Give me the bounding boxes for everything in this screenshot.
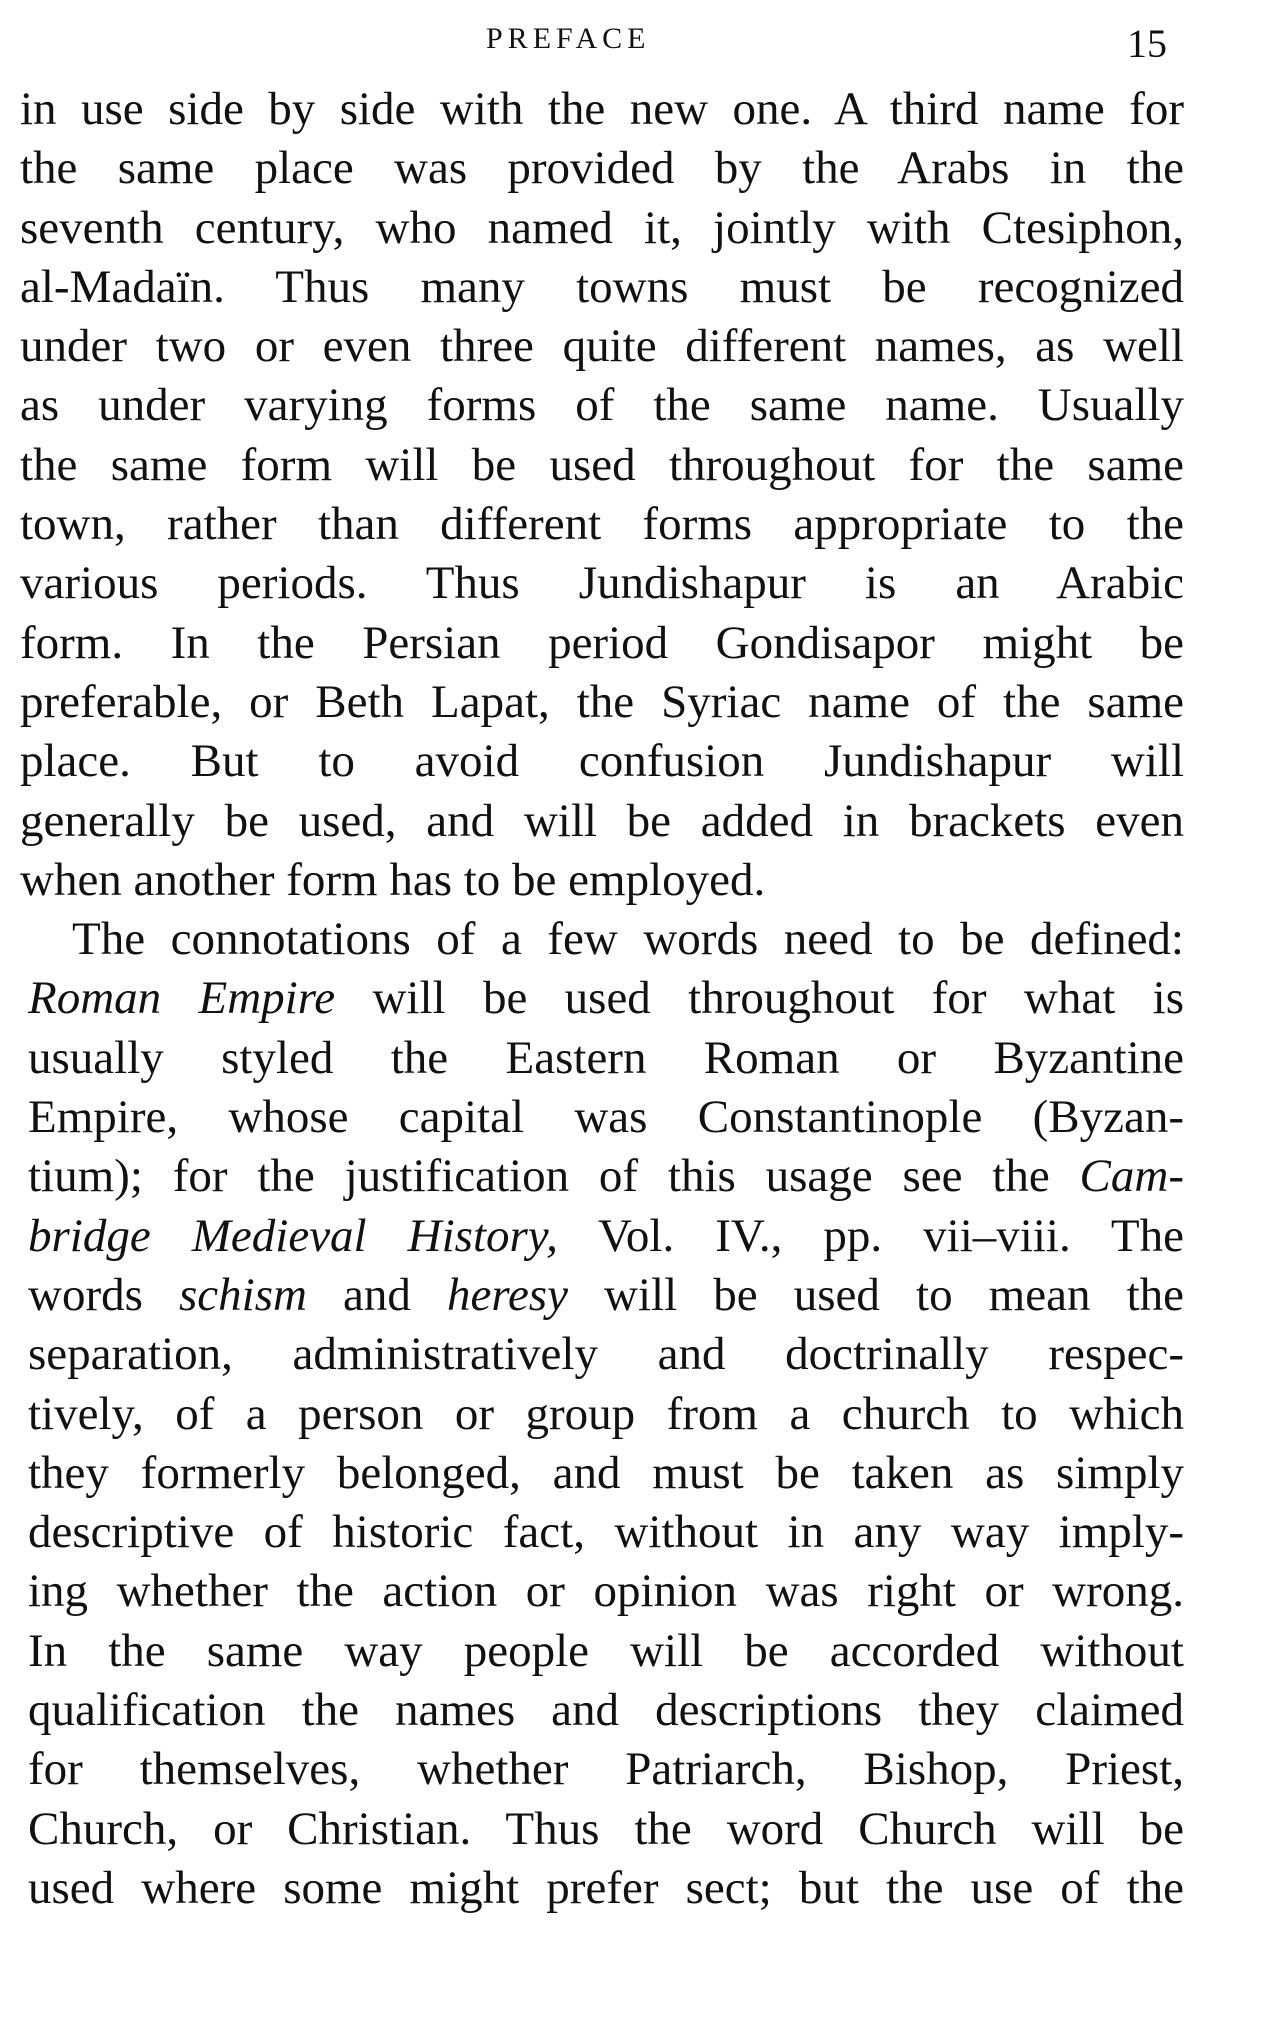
- text-line: [20, 910, 1184, 969]
- text-run: Empire, whose capital was Constantinople (Byzan-: [28, 1091, 1184, 1144]
- text-run: under two or even three quite different names, as well: [20, 320, 1184, 373]
- running-head: PREFACE: [486, 22, 651, 55]
- text-line: [20, 376, 1184, 435]
- text-run: and: [306, 1268, 448, 1321]
- text-line: [20, 792, 1184, 851]
- text-line: [20, 1147, 1184, 1206]
- body-text: [20, 80, 1184, 1918]
- text-line: [20, 614, 1184, 673]
- page-number: 15: [1127, 21, 1167, 66]
- text-run: they formerly belonged, and must be taken as simply: [28, 1446, 1184, 1499]
- text-run: separation, administratively and doctrinally respec-: [28, 1328, 1184, 1381]
- text-run: various periods. Thus Jundishapur is an Arabic: [20, 557, 1184, 610]
- text-line: [20, 436, 1184, 495]
- text-line: [20, 1740, 1184, 1799]
- text-line: [20, 1800, 1184, 1859]
- paragraph: [20, 80, 1184, 910]
- page-header: [0, 20, 1279, 64]
- text-run: usually styled the Eastern Roman or Byzantine: [28, 1031, 1184, 1084]
- text-line: [20, 139, 1184, 198]
- text-run: town, rather than different forms appropriate to the: [20, 498, 1184, 551]
- paragraph: [20, 910, 1184, 1918]
- italic-text: bridge Medieval History,: [28, 1209, 558, 1262]
- text-run: al-Madaïn. Thus many towns must be recognized: [20, 260, 1184, 313]
- text-run: the same place was provided by the Arabs in the: [20, 142, 1184, 195]
- text-line: [20, 673, 1184, 732]
- italic-text: Roman Empire: [28, 972, 336, 1025]
- text-line: [20, 1503, 1184, 1562]
- italic-text: Cam-: [1079, 1150, 1184, 1203]
- italic-text: heresy: [447, 1268, 568, 1321]
- text-run: qualification the names and descriptions they claimed: [28, 1684, 1184, 1737]
- text-run: Vol. IV., pp. vii–viii. The: [557, 1209, 1184, 1262]
- italic-text: schism: [179, 1268, 307, 1321]
- text-line: [20, 80, 1184, 139]
- text-line: [20, 554, 1184, 613]
- text-run: preferable, or Beth Lapat, the Syriac name of the same: [20, 675, 1184, 728]
- text-run: In the same way people will be accorded without: [28, 1624, 1184, 1677]
- text-line: [20, 1088, 1184, 1147]
- text-line: [20, 1622, 1184, 1681]
- text-run: used where some might prefer sect; but the use of the: [28, 1861, 1184, 1914]
- text-run: ing whether the action or opinion was right or wrong.: [28, 1565, 1184, 1618]
- text-run: Church, or Christian. Thus the word Church will be: [28, 1802, 1184, 1855]
- text-line: [20, 851, 1184, 910]
- text-run: tium); for the justification of this usage see the: [28, 1150, 1080, 1203]
- text-line: [20, 317, 1184, 376]
- text-run: generally be used, and will be added in brackets even: [20, 794, 1184, 847]
- text-line: [20, 1444, 1184, 1503]
- text-run: when another form has to be employed.: [20, 853, 766, 906]
- text-run: the same form will be used throughout for the same: [20, 438, 1184, 491]
- text-run: for themselves, whether Patriarch, Bishop, Priest,: [28, 1743, 1184, 1796]
- text-run: will be used to mean the: [567, 1268, 1184, 1321]
- text-run: seventh century, who named it, jointly with Ctesiphon,: [20, 201, 1184, 254]
- text-line: [20, 1681, 1184, 1740]
- text-line: [20, 732, 1184, 791]
- text-run: place. But to avoid confusion Jundishapur will: [20, 735, 1184, 788]
- text-run: form. In the Persian period Gondisapor might be: [20, 616, 1184, 669]
- text-line: [20, 1859, 1184, 1918]
- text-line: [20, 1325, 1184, 1384]
- text-line: [20, 1029, 1184, 1088]
- text-line: [20, 1562, 1184, 1621]
- text-line: [20, 969, 1184, 1028]
- text-line: [20, 1385, 1184, 1444]
- text-run: tively, of a person or group from a church to which: [28, 1387, 1184, 1440]
- text-run: as under varying forms of the same name. Usually: [20, 379, 1184, 432]
- text-line: [20, 1266, 1184, 1325]
- text-line: [20, 258, 1184, 317]
- text-run: The connotations of a few words need to be defined:: [72, 913, 1184, 966]
- text-run: in use side by side with the new one. A third name for: [20, 83, 1184, 135]
- text-line: [20, 1207, 1184, 1266]
- text-run: words: [28, 1268, 179, 1321]
- text-run: descriptive of historic fact, without in any way imply-: [28, 1506, 1184, 1559]
- text-line: [20, 495, 1184, 554]
- text-run: will be used throughout for what is: [335, 972, 1184, 1025]
- text-line: [20, 199, 1184, 258]
